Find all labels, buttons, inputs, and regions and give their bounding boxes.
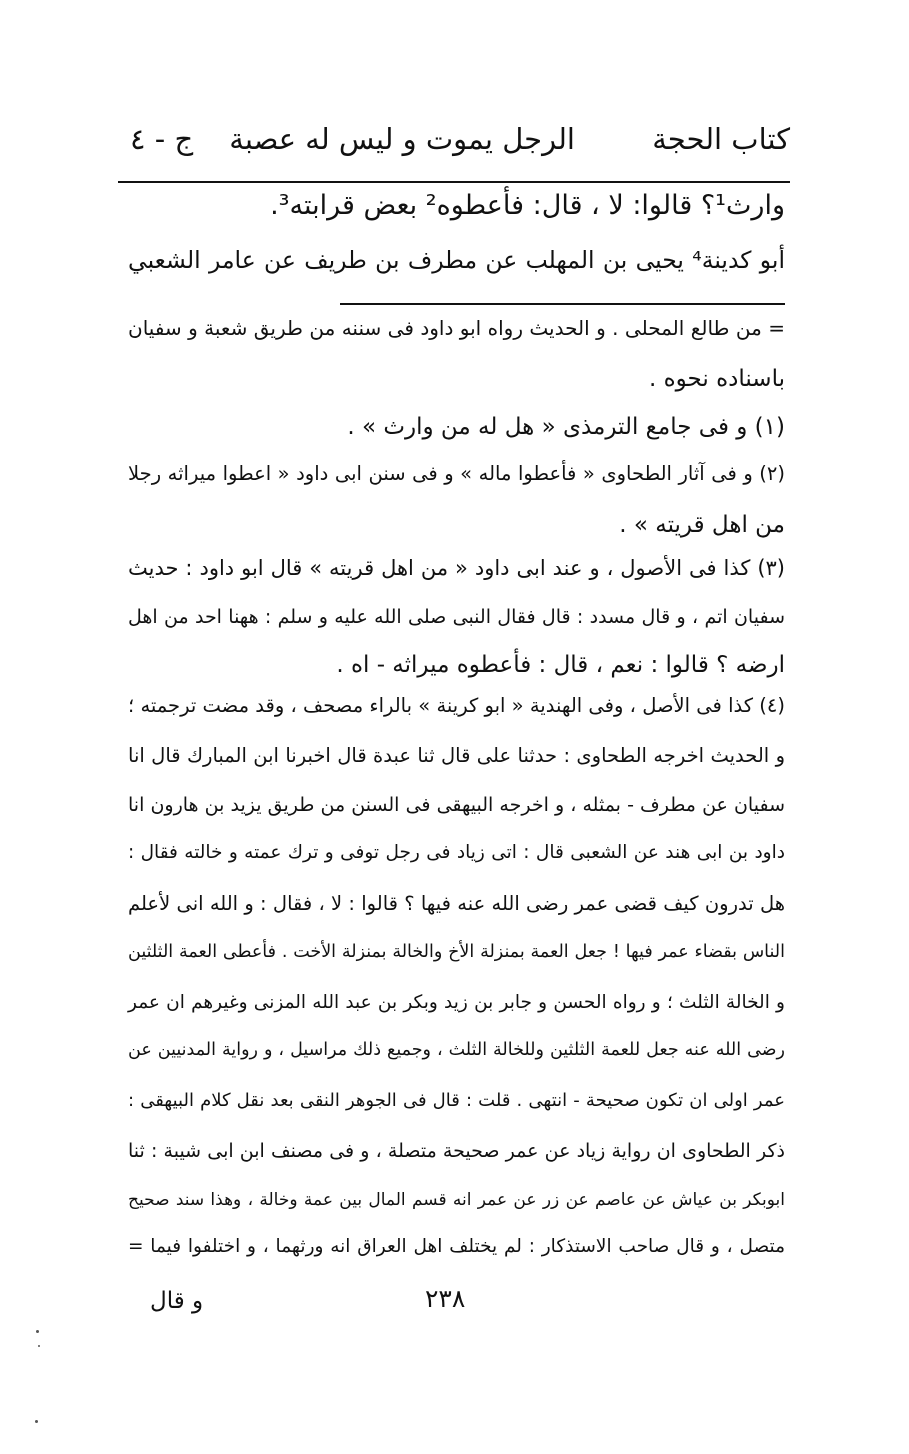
main-text-line: وارث¹؟ قالوا: لا ، قال: فأعطوه² بعض قرابته³. <box>270 190 785 221</box>
footnote-line: رضى الله عنه جعل للعمة الثلثين وللخالة الثلث ، وجميع ذلك مراسيل ، و رواية المدنيين عن <box>128 1040 785 1060</box>
footnote-line: الناس بقضاء عمر فيها ! جعل العمة بمنزلة الأخ والخالة بمنزلة الأخت . فأعطى العمة الثلثين <box>128 942 785 962</box>
footnote-separator <box>340 303 785 305</box>
main-text-line: أبو كدينة⁴ يحيى بن المهلب عن مطرف بن طريف عن عامر الشعبي <box>128 246 785 274</box>
footnote-line: (٤) كذا فى الأصل ، وفى الهندية « ابو كرينة » بالراء مصحف ، وقد مضت ترجمته ؛ <box>128 694 785 717</box>
footnote-line: من اهل قريته » . <box>619 512 785 538</box>
footnote-line: و الخالة الثلث ؛ و رواه الحسن و جابر بن زيد وبكر بن عبد الله المزنى وغيرهم ان عمر <box>128 992 785 1013</box>
footnote-line: (١) و فى جامع الترمذى « هل له من وارث » . <box>347 414 785 440</box>
footnote-line: سفيان عن مطرف - بمثله ، و اخرجه البيهقى فى السنن من طريق يزيد بن هارون انا <box>128 794 785 816</box>
footnote-line: ابوبكر بن عياش عن عاصم عن زر عن عمر انه قسم المال بين عمة وخالة ، وهذا سند صحيح <box>128 1190 785 1210</box>
footnote-line: متصل ، و قال صاحب الاستذكار : لم يختلف اهل العراق انه ورثهما ، و اختلفوا فيما = <box>128 1236 785 1257</box>
scan-speck <box>38 1345 40 1347</box>
footnote-line: و الحديث اخرجه الطحاوى : حدثنا على قال ثنا عبدة قال اخبرنا ابن المبارك قال انا <box>128 744 785 767</box>
book-title: كتاب الحجة <box>652 122 790 156</box>
footnote-line: ارضه ؟ قالوا : نعم ، قال : فأعطوه ميراثه - اه . <box>336 652 785 678</box>
footnote-line: هل تدرون كيف قضى عمر رضى الله عنه فيها ؟ قالوا : لا ، فقال : و الله انى لأعلم <box>128 892 785 915</box>
running-header <box>118 122 790 172</box>
footnote-line: عمر اولى ان تكون صحيحة - انتهى . قلت : قال فى الجوهر النقى بعد نقل كلام البيهقى : <box>128 1090 785 1111</box>
footnote-line: (٣) كذا فى الأصول ، و عند ابى داود « من اهل قريته » قال ابو داود : حديث <box>128 556 785 580</box>
footnote-line: ذكر الطحاوى ان رواية زياد عن عمر صحيحة متصلة ، و فى مصنف ابن ابى شيبة : ثنا <box>128 1140 785 1162</box>
footnote-line: (٢) و فى آثار الطحاوى « فأعطوا ماله » و فى سنن ابى داود « اعطوا ميراثه رجلا <box>128 462 785 485</box>
header-rule <box>118 181 790 183</box>
chapter-title: الرجل يموت و ليس له عصبة <box>229 122 575 156</box>
footnote-line: باسناده نحوه . <box>648 366 785 392</box>
footnote-line: داود بن ابى هند عن الشعبى قال : اتى زياد فى رجل توفى و ترك عمته و خالته فقال : <box>128 842 785 863</box>
scan-speck <box>36 1330 39 1333</box>
footnote-line: سفيان اتم ، و قال مسدد : قال فقال النبى صلى الله عليه و سلم : ههنا احد من اهل <box>128 606 785 628</box>
footnote-line: = من طالع المحلى . و الحديث رواه ابو داود فى سننه من طريق شعبة و سفيان <box>128 316 785 340</box>
scan-speck <box>35 1420 38 1423</box>
volume-label: ج - ٤ <box>130 122 194 156</box>
page-number: ٢٣٨ <box>425 1284 466 1313</box>
catchword: و قال <box>150 1288 204 1314</box>
